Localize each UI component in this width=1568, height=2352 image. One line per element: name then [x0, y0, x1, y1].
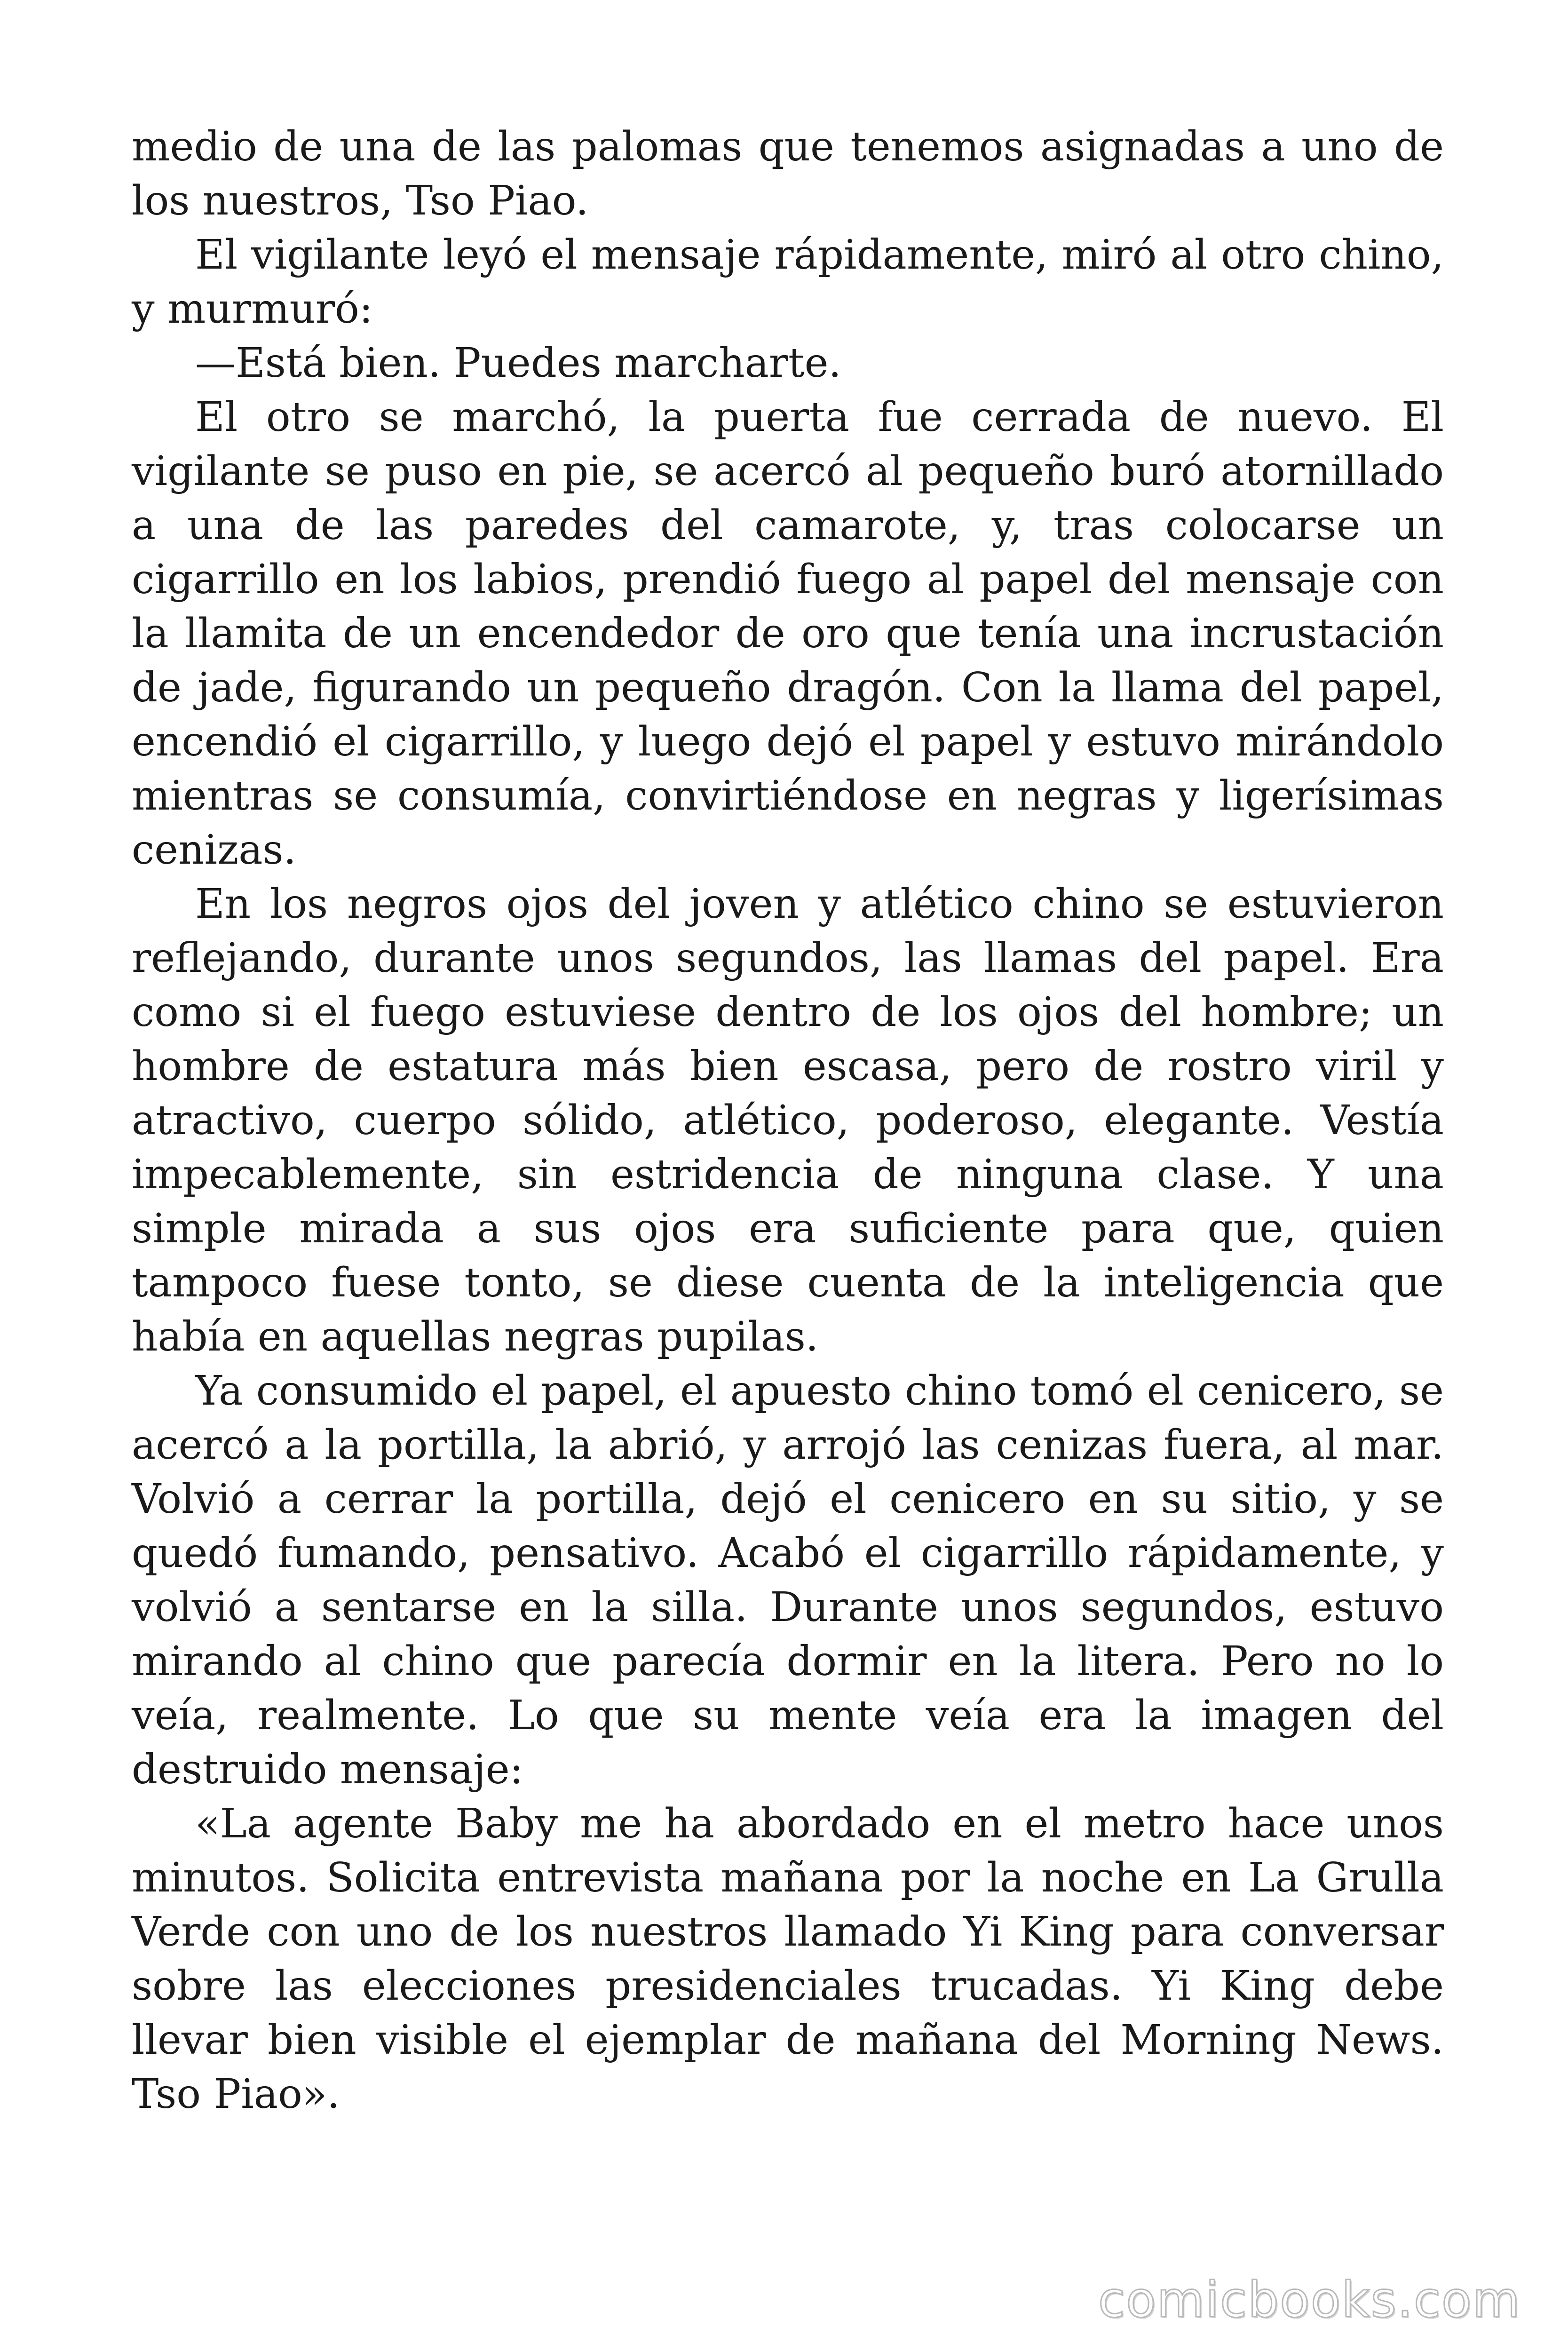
- paragraph-dialogue: —Está bien. Puedes marcharte.: [195, 340, 841, 387]
- paragraph-quoted-message: «La agente Baby me ha abordado en el metro hace unos minutos. Solicita entrevista mañana por la noche en La Grulla Verde con uno de los nuestros llamado Yi King para conversar sobre las elecciones presidenciales trucadas. Yi King debe llevar bien visible el ejemplar de mañana del Morning News. Tso Piao».: [132, 1800, 1444, 2118]
- paragraph-continuation: medio de una de las palomas que tenemos asignadas a uno de los nuestros, Tso Piao.: [132, 123, 1444, 224]
- body-text: [132, 120, 1444, 2122]
- paragraph: En los negros ojos del joven y atlético chino se estuvieron reflejando, durante unos segundos, las llamas del papel. Era como si el fuego estuviese dentro de los ojos del hombre; un hombre de estatura más bien escasa, pero de rostro viril y atractivo, cuerpo sólido, atlético, poderoso, elegante. Vestía impecablemente, sin estridencia de ninguna clase. Y una simple mirada a sus ojos era suficiente para que, quien tampoco fuese tonto, se diese cuenta de la inteligencia que había en aquellas negras pupilas.: [132, 881, 1444, 1360]
- paragraph: Ya consumido el papel, el apuesto chino tomó el cenicero, se acercó a la portilla, la abrió, y arrojó las cenizas fuera, al mar. Volvió a cerrar la portilla, dejó el cenicero en su sitio, y se quedó fumando, pensativo. Acabó el cigarrillo rápidamente, y volvió a sentarse en la silla. Durante unos segundos, estuvo mirando al chino que parecía dormir en la litera. Pero no lo veía, realmente. Lo que su mente veía era la imagen del destruido mensaje:: [132, 1367, 1444, 1793]
- watermark: comicbooks.com: [1098, 2271, 1521, 2328]
- paragraph: El otro se marchó, la puerta fue cerrada de nuevo. El vigilante se puso en pie, se acercó al pequeño buró atornillado a una de las paredes del camarote, y, tras colocarse un cigarrillo en los labios, prendió fuego al papel del mensaje con la llamita de un encendedor de oro que tenía una incrustación de jade, figurando un pequeño dragón. Con la llama del papel, encendió el cigarrillo, y luego dejó el papel y estuvo mirándolo mientras se consumía, convirtiéndose en negras y ligerísimas cenizas.: [132, 394, 1444, 874]
- paragraph: El vigilante leyó el mensaje rápidamente, miró al otro chino, y murmuró:: [132, 231, 1444, 333]
